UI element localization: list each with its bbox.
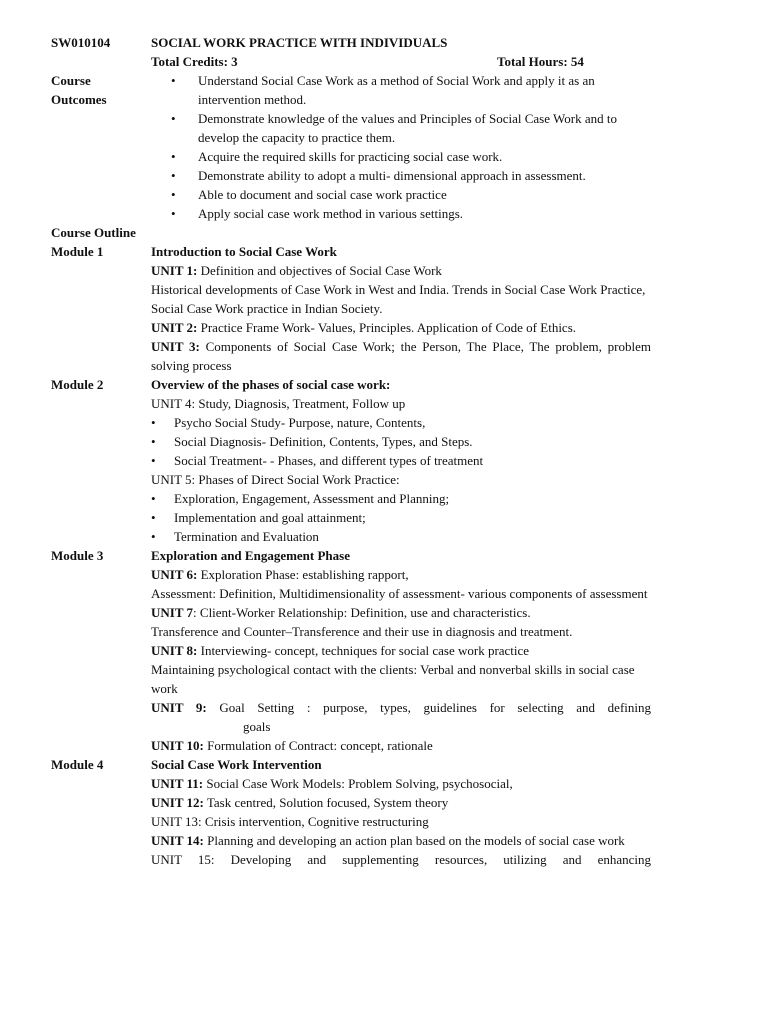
- module-label: Module 1: [51, 244, 104, 259]
- unit-4: UNIT 4: Study, Diagnosis, Treatment, Follow up: [151, 396, 406, 411]
- list-item: • Termination and Evaluation: [151, 527, 651, 546]
- unit-2: UNIT 2: Practice Frame Work- Values, Principles. Application of Code of Ethics.: [151, 320, 577, 335]
- unit-14: UNIT 14: Planning and developing an action plan based on the models of social case work: [151, 833, 625, 848]
- list-item: • Understand Social Case Work as a method of Social Work and apply it as an intervention method.: [151, 71, 651, 109]
- unit-10: UNIT 10: Formulation of Contract: concept, rationale: [151, 738, 433, 753]
- credits-row: [51, 52, 651, 71]
- module-title: Exploration and Engagement Phase: [151, 548, 350, 563]
- header-row: [51, 33, 651, 52]
- module-title: Social Case Work Intervention: [151, 757, 322, 772]
- list-item: • Social Diagnosis- Definition, Contents, Types, and Steps.: [151, 432, 651, 451]
- unit-5: UNIT 5: Phases of Direct Social Work Practice:: [151, 472, 400, 487]
- list-item: • Psycho Social Study- Purpose, nature, Contents,: [151, 413, 651, 432]
- unit-8: UNIT 8: Interviewing- concept, techniques for social case work practice: [151, 643, 530, 658]
- module-label: Module 2: [51, 377, 104, 392]
- unit-15: UNIT 15: Developing and supplementing resources, utilizing and enhancing: [151, 852, 651, 867]
- unit-9-continued: goals: [243, 719, 271, 734]
- course-outcomes-section: [51, 71, 651, 223]
- course-outcomes-label: Course Outcomes: [51, 73, 107, 107]
- module-1: [51, 242, 651, 375]
- list-item: • Demonstrate ability to adopt a multi- dimensional approach in assessment.: [151, 166, 651, 185]
- list-item: • Social Treatment- - Phases, and different types of treatment: [151, 451, 651, 470]
- unit-6: UNIT 6: Exploration Phase: establishing rapport,: [151, 567, 409, 582]
- total-hours: Total Hours: 54: [497, 54, 584, 69]
- unit-13: UNIT 13: Crisis intervention, Cognitive restructuring: [151, 814, 429, 829]
- module-3: [51, 546, 651, 755]
- outcomes-list: [151, 71, 651, 223]
- unit-5-list: [151, 489, 651, 546]
- syllabus-page: [51, 33, 651, 869]
- module-4: [51, 755, 651, 869]
- list-item: • Implementation and goal attainment;: [151, 508, 651, 527]
- unit-4-list: [151, 413, 651, 470]
- list-item: • Acquire the required skills for practicing social case work.: [151, 147, 651, 166]
- module-label: Module 3: [51, 548, 104, 563]
- course-outline-heading: Course Outline: [51, 225, 136, 240]
- module-2: [51, 375, 651, 546]
- unit-6-detail: Assessment: Definition, Multidimensionality of assessment- various components of assessment: [151, 586, 648, 601]
- list-item: • Apply social case work method in various settings.: [151, 204, 651, 223]
- list-item: • Able to document and social case work practice: [151, 185, 651, 204]
- unit-1: UNIT 1: Definition and objectives of Social Case Work: [151, 263, 442, 278]
- unit-1-detail: Historical developments of Case Work in West and India. Trends in Social Case Work Practice, Social Case Work practice in Indian Society.: [151, 282, 646, 316]
- unit-7: UNIT 7: Client-Worker Relationship: Definition, use and characteristics.: [151, 605, 531, 620]
- course-title: SOCIAL WORK PRACTICE WITH INDIVIDUALS: [151, 35, 448, 50]
- unit-12: UNIT 12: Task centred, Solution focused, System theory: [151, 795, 449, 810]
- unit-11: UNIT 11: Social Case Work Models: Problem Solving, psychosocial,: [151, 776, 513, 791]
- unit-9: UNIT 9: Goal Setting : purpose, types, guidelines for selecting and defining: [151, 700, 651, 715]
- list-item: • Exploration, Engagement, Assessment and Planning;: [151, 489, 651, 508]
- unit-8-detail: Maintaining psychological contact with the clients: Verbal and nonverbal skills in social case work: [151, 662, 635, 696]
- list-item: • Demonstrate knowledge of the values and Principles of Social Case Work and to develop the capacity to practice them.: [151, 109, 651, 147]
- module-label: Module 4: [51, 757, 104, 772]
- module-title: Overview of the phases of social case work:: [151, 377, 391, 392]
- total-credits: Total Credits: 3: [151, 54, 238, 69]
- course-code: SW010104: [51, 35, 111, 50]
- unit-7-detail: Transference and Counter–Transference and their use in diagnosis and treatment.: [151, 624, 573, 639]
- module-title: Introduction to Social Case Work: [151, 244, 337, 259]
- unit-3: UNIT 3: Components of Social Case Work; the Person, The Place, The problem, problem solving process: [151, 339, 651, 373]
